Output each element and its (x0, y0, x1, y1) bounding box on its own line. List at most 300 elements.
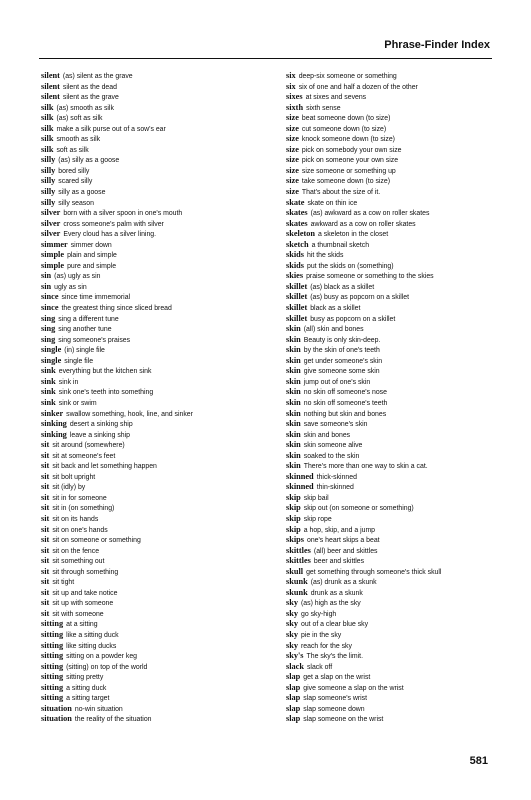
index-entry (41, 577, 266, 588)
entry-phrase: sit around (somewhere) (52, 442, 125, 450)
entry-phrase: no-win situation (74, 705, 123, 713)
entry-keyword: sit (41, 450, 50, 460)
entry-phrase: plain and simple (67, 252, 117, 260)
entry-phrase: swallow something, hook, line, and sinker (66, 410, 193, 418)
index-entry (286, 493, 511, 504)
entry-phrase: a sitting duck (66, 684, 107, 692)
entry-phrase: skip rope (303, 515, 332, 523)
entry-phrase: (all) skin and bones (303, 326, 364, 334)
entry-keyword: sit (41, 545, 50, 555)
entry-phrase: sink or swim (58, 399, 97, 407)
entry-phrase: like a sitting duck (66, 631, 119, 639)
entry-phrase: (as) ugly as sin (54, 273, 101, 281)
entry-keyword: sinking (41, 429, 67, 439)
entry-phrase: sit back and let something happen (52, 463, 157, 471)
entry-keyword: since (41, 303, 59, 313)
entry-keyword: skin (286, 429, 301, 439)
entry-keyword: skids (286, 260, 304, 270)
entry-phrase: busy as popcorn on a skillet (310, 315, 396, 323)
index-entry (41, 229, 266, 240)
entry-phrase: the greatest thing since sliced bread (61, 305, 172, 313)
index-entry (41, 71, 266, 82)
index-entry (41, 155, 266, 166)
entry-phrase: (as) silent as the grave (62, 73, 133, 80)
index-entry (286, 345, 511, 356)
entry-phrase: silly season (58, 199, 94, 207)
entry-keyword: silk (41, 102, 54, 112)
entry-keyword: situation (41, 703, 72, 713)
entry-keyword: sit (41, 503, 50, 513)
entry-phrase: skin and bones (303, 431, 351, 439)
index-entry (286, 525, 511, 536)
index-entry (41, 556, 266, 567)
entry-keyword: skin (286, 334, 301, 344)
entry-phrase: beat someone down (to size) (301, 115, 391, 123)
entry-phrase: like sitting ducks (66, 642, 117, 650)
index-entry (41, 356, 266, 367)
entry-phrase: awkward as a cow on roller skates (310, 220, 416, 228)
index-entry (41, 683, 266, 694)
entry-keyword: skin (286, 387, 301, 397)
index-entry (286, 92, 511, 103)
entry-keyword: sky (286, 608, 298, 618)
entry-keyword: sky (286, 629, 298, 639)
index-entry (41, 219, 266, 230)
entry-phrase: knock someone down (to size) (301, 136, 395, 144)
entry-phrase: jump out of one's skin (303, 378, 371, 386)
entry-phrase: scared silly (58, 178, 93, 186)
entry-phrase: soft as silk (56, 146, 89, 154)
entry-keyword: sink (41, 376, 56, 386)
entry-keyword: single (41, 355, 62, 365)
entry-keyword: sky (286, 619, 298, 629)
entry-keyword: sing (41, 324, 56, 334)
entry-keyword: size (286, 144, 299, 154)
index-entry (286, 588, 511, 599)
index-entry (41, 292, 266, 303)
index-entry (41, 588, 266, 599)
index-entry (286, 546, 511, 557)
entry-phrase: nothing but skin and bones (303, 410, 387, 418)
index-entry (286, 271, 511, 282)
index-entry (41, 113, 266, 124)
index-entry (286, 451, 511, 462)
entry-phrase: put the skids on (something) (307, 262, 394, 270)
entry-keyword: skin (286, 397, 301, 407)
entry-phrase: make a silk purse out of a sow's ear (56, 125, 166, 133)
index-entry (41, 92, 266, 103)
index-entry (41, 145, 266, 156)
entry-phrase: get under someone's skin (303, 357, 383, 365)
entry-keyword: size (286, 187, 299, 197)
entry-phrase: sit (idly) by (52, 484, 86, 492)
entry-keyword: six (286, 71, 296, 80)
entry-phrase: That's about the size of it. (301, 189, 381, 197)
entry-keyword: since (41, 292, 59, 302)
entry-keyword: size (286, 134, 299, 144)
entry-keyword: sit (41, 608, 50, 618)
entry-keyword: sit (41, 577, 50, 587)
entry-phrase: sit up with someone (52, 600, 114, 608)
entry-phrase: ugly as sin (54, 283, 87, 291)
index-entry (286, 335, 511, 346)
index-entry (286, 103, 511, 114)
entry-phrase: the reality of the situation (74, 716, 152, 724)
entry-keyword: slap (286, 703, 301, 713)
entry-keyword: simple (41, 260, 65, 270)
entry-keyword: skin (286, 345, 301, 355)
entry-phrase: get something through someone's thick skull (306, 568, 442, 576)
entry-phrase: (as) black as a skillet (310, 283, 375, 291)
entry-keyword: sit (41, 556, 50, 566)
entry-phrase: (as) awkward as a cow on roller skates (310, 210, 430, 218)
index-entry (286, 482, 511, 493)
entry-keyword: skies (286, 271, 304, 281)
entry-phrase: single file (64, 357, 94, 365)
index-entry (41, 451, 266, 462)
entry-phrase: size someone or something up (301, 167, 396, 175)
entry-phrase: desert a sinking ship (69, 421, 133, 429)
entry-keyword: six (286, 81, 296, 91)
entry-phrase: sit bolt upright (52, 473, 96, 481)
entry-keyword: silver (41, 208, 61, 218)
index-entry (41, 714, 266, 725)
entry-keyword: skin (286, 419, 301, 429)
entry-keyword: slap (286, 682, 301, 692)
index-entry (286, 208, 511, 219)
entry-keyword: silly (41, 165, 56, 175)
entry-phrase: sitting pretty (66, 674, 104, 682)
index-entry (286, 693, 511, 704)
entry-keyword: skin (286, 450, 301, 460)
index-entry (286, 567, 511, 578)
entry-phrase: sing a different tune (58, 315, 119, 323)
index-entry (286, 198, 511, 209)
entry-phrase: cross someone's palm with silver (63, 220, 164, 228)
index-entry (41, 440, 266, 451)
entry-keyword: sky's (286, 651, 304, 661)
entry-phrase: pure and simple (67, 262, 117, 270)
index-entry (286, 176, 511, 187)
entry-phrase: (as) busy as popcorn on a skillet (310, 294, 410, 302)
entry-keyword: silly (41, 176, 56, 186)
index-entry (286, 461, 511, 472)
entry-phrase: sit in for someone (52, 494, 107, 502)
entry-phrase: (as) silly as a goose (58, 157, 120, 165)
index-entry (41, 630, 266, 641)
index-entry (286, 503, 511, 514)
index-entry (286, 419, 511, 430)
index-entry (41, 324, 266, 335)
entry-keyword: sitting (41, 640, 64, 650)
entry-keyword: sitting (41, 651, 64, 661)
index-entry (286, 124, 511, 135)
entry-phrase: sit up and take notice (52, 589, 118, 597)
entry-keyword: skates (286, 208, 308, 218)
entry-keyword: silly (41, 155, 56, 165)
entry-keyword: sit (41, 598, 50, 608)
index-entry (286, 219, 511, 230)
index-entry (41, 198, 266, 209)
entry-keyword: sit (41, 461, 50, 471)
entry-phrase: sitting on a powder keg (66, 653, 138, 661)
index-entry (41, 187, 266, 198)
entry-phrase: slack off (306, 663, 333, 671)
entry-phrase: a hop, skip, and a jump (303, 526, 376, 534)
entry-phrase: by the skin of one's teeth (303, 347, 380, 355)
entry-phrase: sit on its hands (52, 515, 99, 523)
entry-keyword: skin (286, 408, 301, 418)
entry-keyword: sing (41, 334, 56, 344)
entry-phrase: thin-skinned (316, 484, 354, 492)
entry-keyword: sketch (286, 239, 309, 249)
entry-keyword: skin (286, 440, 301, 450)
entry-phrase: skin someone alive (303, 442, 363, 450)
entry-keyword: silver (41, 218, 61, 228)
index-entry (41, 176, 266, 187)
index-entry (286, 619, 511, 630)
entry-keyword: sin (41, 281, 52, 291)
entry-keyword: skin (286, 461, 301, 471)
entry-keyword: skinned (286, 482, 314, 492)
entry-keyword: silly (41, 187, 56, 197)
index-entry (286, 166, 511, 177)
entry-keyword: simple (41, 250, 65, 260)
entry-phrase: at a sitting (66, 621, 98, 629)
entry-keyword: sin (41, 271, 52, 281)
index-entry (41, 662, 266, 673)
index-entry (286, 704, 511, 715)
entry-keyword: sitting (41, 682, 64, 692)
entry-phrase: sing another tune (58, 326, 112, 334)
entry-phrase: sing someone's praises (58, 336, 131, 344)
index-entry (286, 409, 511, 420)
entry-keyword: sky (286, 598, 298, 608)
index-entry (41, 693, 266, 704)
index-entry (41, 366, 266, 377)
entry-keyword: slap (286, 693, 301, 703)
entry-phrase: sit in (on something) (52, 505, 115, 513)
entry-phrase: go sky-high (301, 610, 337, 618)
index-entry (41, 261, 266, 272)
entry-keyword: skillet (286, 313, 308, 323)
index-entry (286, 324, 511, 335)
index-entry (41, 619, 266, 630)
entry-phrase: bored silly (58, 167, 90, 175)
index-entry (41, 250, 266, 261)
entry-keyword: silent (41, 81, 60, 91)
entry-keyword: sky (286, 640, 298, 650)
entry-keyword: sit (41, 513, 50, 523)
entry-keyword: sit (41, 482, 50, 492)
index-entry (286, 630, 511, 641)
entry-keyword: silver (41, 229, 61, 239)
entry-phrase: sixth sense (306, 104, 341, 112)
entry-phrase: Beauty is only skin-deep. (303, 336, 381, 344)
entry-phrase: leave a sinking ship (69, 431, 130, 439)
entry-keyword: sit (41, 566, 50, 576)
entry-keyword: skillet (286, 292, 308, 302)
index-entry (41, 503, 266, 514)
entry-keyword: sit (41, 440, 50, 450)
entry-phrase: at sixes and sevens (305, 94, 367, 102)
index-entry (286, 535, 511, 546)
index-entry (286, 240, 511, 251)
entry-keyword: silk (41, 134, 54, 144)
entry-keyword: skip (286, 503, 301, 513)
entry-phrase: take someone down (to size) (301, 178, 390, 186)
entry-keyword: skeleton (286, 229, 316, 239)
index-entry (286, 82, 511, 93)
index-entry (286, 155, 511, 166)
entry-keyword: sitting (41, 672, 64, 682)
index-entry (41, 672, 266, 683)
entry-phrase: drunk as a skunk (310, 589, 363, 597)
entry-phrase: sit something out (52, 558, 105, 566)
entry-keyword: silk (41, 113, 54, 123)
index-entry (41, 377, 266, 388)
entry-phrase: (as) high as the sky (301, 600, 361, 608)
index-entry (41, 641, 266, 652)
entry-phrase: no skin off someone's nose (303, 389, 387, 397)
index-entry (286, 514, 511, 525)
index-entry (286, 662, 511, 673)
entry-phrase: reach for the sky (301, 642, 352, 650)
entry-keyword: skunk (286, 577, 308, 587)
entry-keyword: skittles (286, 545, 311, 555)
header-rule (39, 58, 492, 59)
index-entry (286, 356, 511, 367)
entry-keyword: sink (41, 366, 56, 376)
index-entry (286, 314, 511, 325)
entry-keyword: size (286, 123, 299, 133)
entry-phrase: everything but the kitchen sink (58, 368, 152, 376)
entry-keyword: sixes (286, 92, 303, 102)
entry-keyword: size (286, 165, 299, 175)
page-header-title: Phrase-Finder Index (384, 39, 490, 51)
entry-phrase: no skin off someone's teeth (303, 399, 388, 407)
entry-keyword: skillet (286, 281, 308, 291)
index-entry (286, 430, 511, 441)
entry-phrase: (all) beer and skittles (313, 547, 378, 555)
entry-phrase: sit on the fence (52, 547, 100, 555)
index-entry (41, 335, 266, 346)
entry-phrase: sit at someone's feet (52, 452, 116, 460)
entry-phrase: sit with someone (52, 610, 104, 618)
index-entry (41, 461, 266, 472)
entry-phrase: silent as the dead (62, 83, 117, 91)
entry-phrase: thick-skinned (316, 473, 357, 481)
entry-keyword: single (41, 345, 62, 355)
entry-phrase: six of one and half a dozen of the other (298, 83, 418, 91)
entry-phrase: since time immemorial (61, 294, 131, 302)
index-entry (41, 208, 266, 219)
entry-keyword: sing (41, 313, 56, 323)
entry-keyword: skin (286, 376, 301, 386)
index-entry (286, 651, 511, 662)
index-entry (41, 314, 266, 325)
entry-keyword: skinned (286, 471, 314, 481)
entry-keyword: skip (286, 492, 301, 502)
index-entry (286, 714, 511, 725)
index-entry (41, 282, 266, 293)
page-number: 581 (469, 755, 488, 767)
left-column (41, 71, 266, 725)
entry-keyword: sinking (41, 419, 67, 429)
entry-phrase: deep-six someone or something (298, 73, 397, 80)
entry-keyword: sit (41, 524, 50, 534)
entry-phrase: slap someone down (303, 705, 365, 713)
entry-keyword: size (286, 113, 299, 123)
entry-phrase: Every cloud has a silver lining. (63, 231, 157, 239)
index-entry (41, 398, 266, 409)
entry-phrase: pick on somebody your own size (301, 146, 402, 154)
index-entry (286, 250, 511, 261)
entry-phrase: praise someone or something to the skies (306, 273, 434, 281)
entry-phrase: black as a skillet (310, 305, 361, 313)
index-entry (286, 577, 511, 588)
entry-phrase: sink in (58, 378, 79, 386)
entry-phrase: save someone's skin (303, 421, 368, 429)
entry-keyword: skips (286, 535, 304, 545)
entry-keyword: situation (41, 714, 72, 724)
entry-phrase: get a slap on the wrist (303, 674, 371, 682)
index-entry (41, 493, 266, 504)
entry-keyword: skunk (286, 587, 308, 597)
entry-phrase: skip bail (303, 494, 329, 502)
index-entry (41, 303, 266, 314)
entry-phrase: give someone a slap on the wrist (303, 684, 404, 692)
entry-phrase: (as) soft as silk (56, 115, 103, 123)
entry-phrase: (as) drunk as a skunk (310, 579, 377, 587)
entry-phrase: pick on someone your own size (301, 157, 399, 165)
index-entry (286, 377, 511, 388)
entry-phrase: a sitting target (66, 695, 110, 703)
entry-keyword: sit (41, 471, 50, 481)
index-entry (41, 271, 266, 282)
entry-keyword: skates (286, 218, 308, 228)
entry-phrase: sink one's teeth into something (58, 389, 154, 397)
index-entry (286, 303, 511, 314)
index-entry (286, 187, 511, 198)
entry-phrase: sit on one's hands (52, 526, 108, 534)
entry-keyword: skids (286, 250, 304, 260)
entry-phrase: smooth as silk (56, 136, 101, 144)
index-entry (286, 134, 511, 145)
entry-keyword: silly (41, 197, 56, 207)
index-entry (41, 546, 266, 557)
entry-keyword: sitting (41, 619, 64, 629)
entry-phrase: born with a silver spoon in one's mouth (63, 210, 183, 218)
entry-phrase: hit the skids (307, 252, 344, 260)
entry-keyword: silk (41, 144, 54, 154)
entry-keyword: skate (286, 197, 305, 207)
index-entry (41, 598, 266, 609)
index-entry (286, 598, 511, 609)
index-entry (41, 535, 266, 546)
entry-phrase: skip out (on someone or something) (303, 505, 414, 513)
entry-phrase: (in) single file (64, 347, 105, 355)
index-entry (286, 261, 511, 272)
entry-keyword: skin (286, 366, 301, 376)
entry-phrase: beer and skittles (313, 558, 365, 566)
entry-keyword: sinker (41, 408, 64, 418)
index-entry (41, 387, 266, 398)
entry-keyword: sit (41, 492, 50, 502)
entry-phrase: a thumbnail sketch (311, 241, 370, 249)
index-entry (286, 387, 511, 398)
entry-keyword: sit (41, 535, 50, 545)
